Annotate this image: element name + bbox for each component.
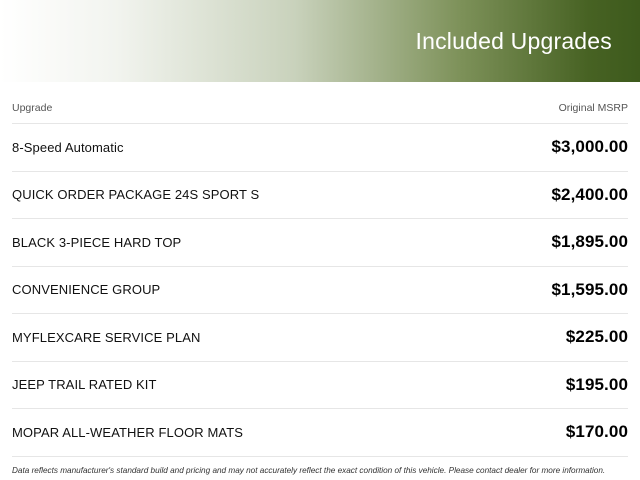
table-column-headers (12, 82, 628, 124)
page-header (0, 0, 640, 82)
upgrade-price: $1,595.00 (551, 279, 628, 299)
table-row (12, 314, 628, 362)
upgrade-price: $225.00 (565, 327, 628, 347)
column-header-msrp: Original MSRP (558, 102, 628, 114)
upgrade-name: JEEP TRAIL RATED KIT (12, 377, 157, 393)
upgrade-name: MOPAR ALL-WEATHER FLOOR MATS (12, 424, 244, 440)
upgrade-name: 8-Speed Automatic (12, 139, 124, 155)
disclaimer-text: Data reflects manufacturer's standard build and pricing and may not accurately reflect the exact condition of this vehicle. Please contact dealer for more information. (12, 465, 606, 475)
upgrade-name: BLACK 3-PIECE HARD TOP (12, 234, 182, 250)
table-row (12, 267, 628, 315)
upgrade-price: $3,000.00 (551, 137, 628, 157)
page-title: Included Upgrades (415, 27, 612, 54)
table-row (12, 219, 628, 267)
table-row (12, 362, 628, 410)
upgrades-table (0, 82, 640, 457)
table-row (12, 409, 628, 457)
upgrade-price: $2,400.00 (551, 184, 628, 204)
table-row (12, 124, 628, 172)
upgrade-name: QUICK ORDER PACKAGE 24S SPORT S (12, 187, 260, 203)
column-header-upgrade: Upgrade (12, 102, 53, 114)
upgrade-price: $170.00 (565, 422, 628, 442)
upgrade-price: $1,895.00 (551, 232, 628, 252)
upgrade-price: $195.00 (565, 374, 628, 394)
upgrade-name: MYFLEXCARE SERVICE PLAN (12, 329, 201, 345)
upgrade-name: CONVENIENCE GROUP (12, 282, 161, 298)
table-row (12, 172, 628, 220)
